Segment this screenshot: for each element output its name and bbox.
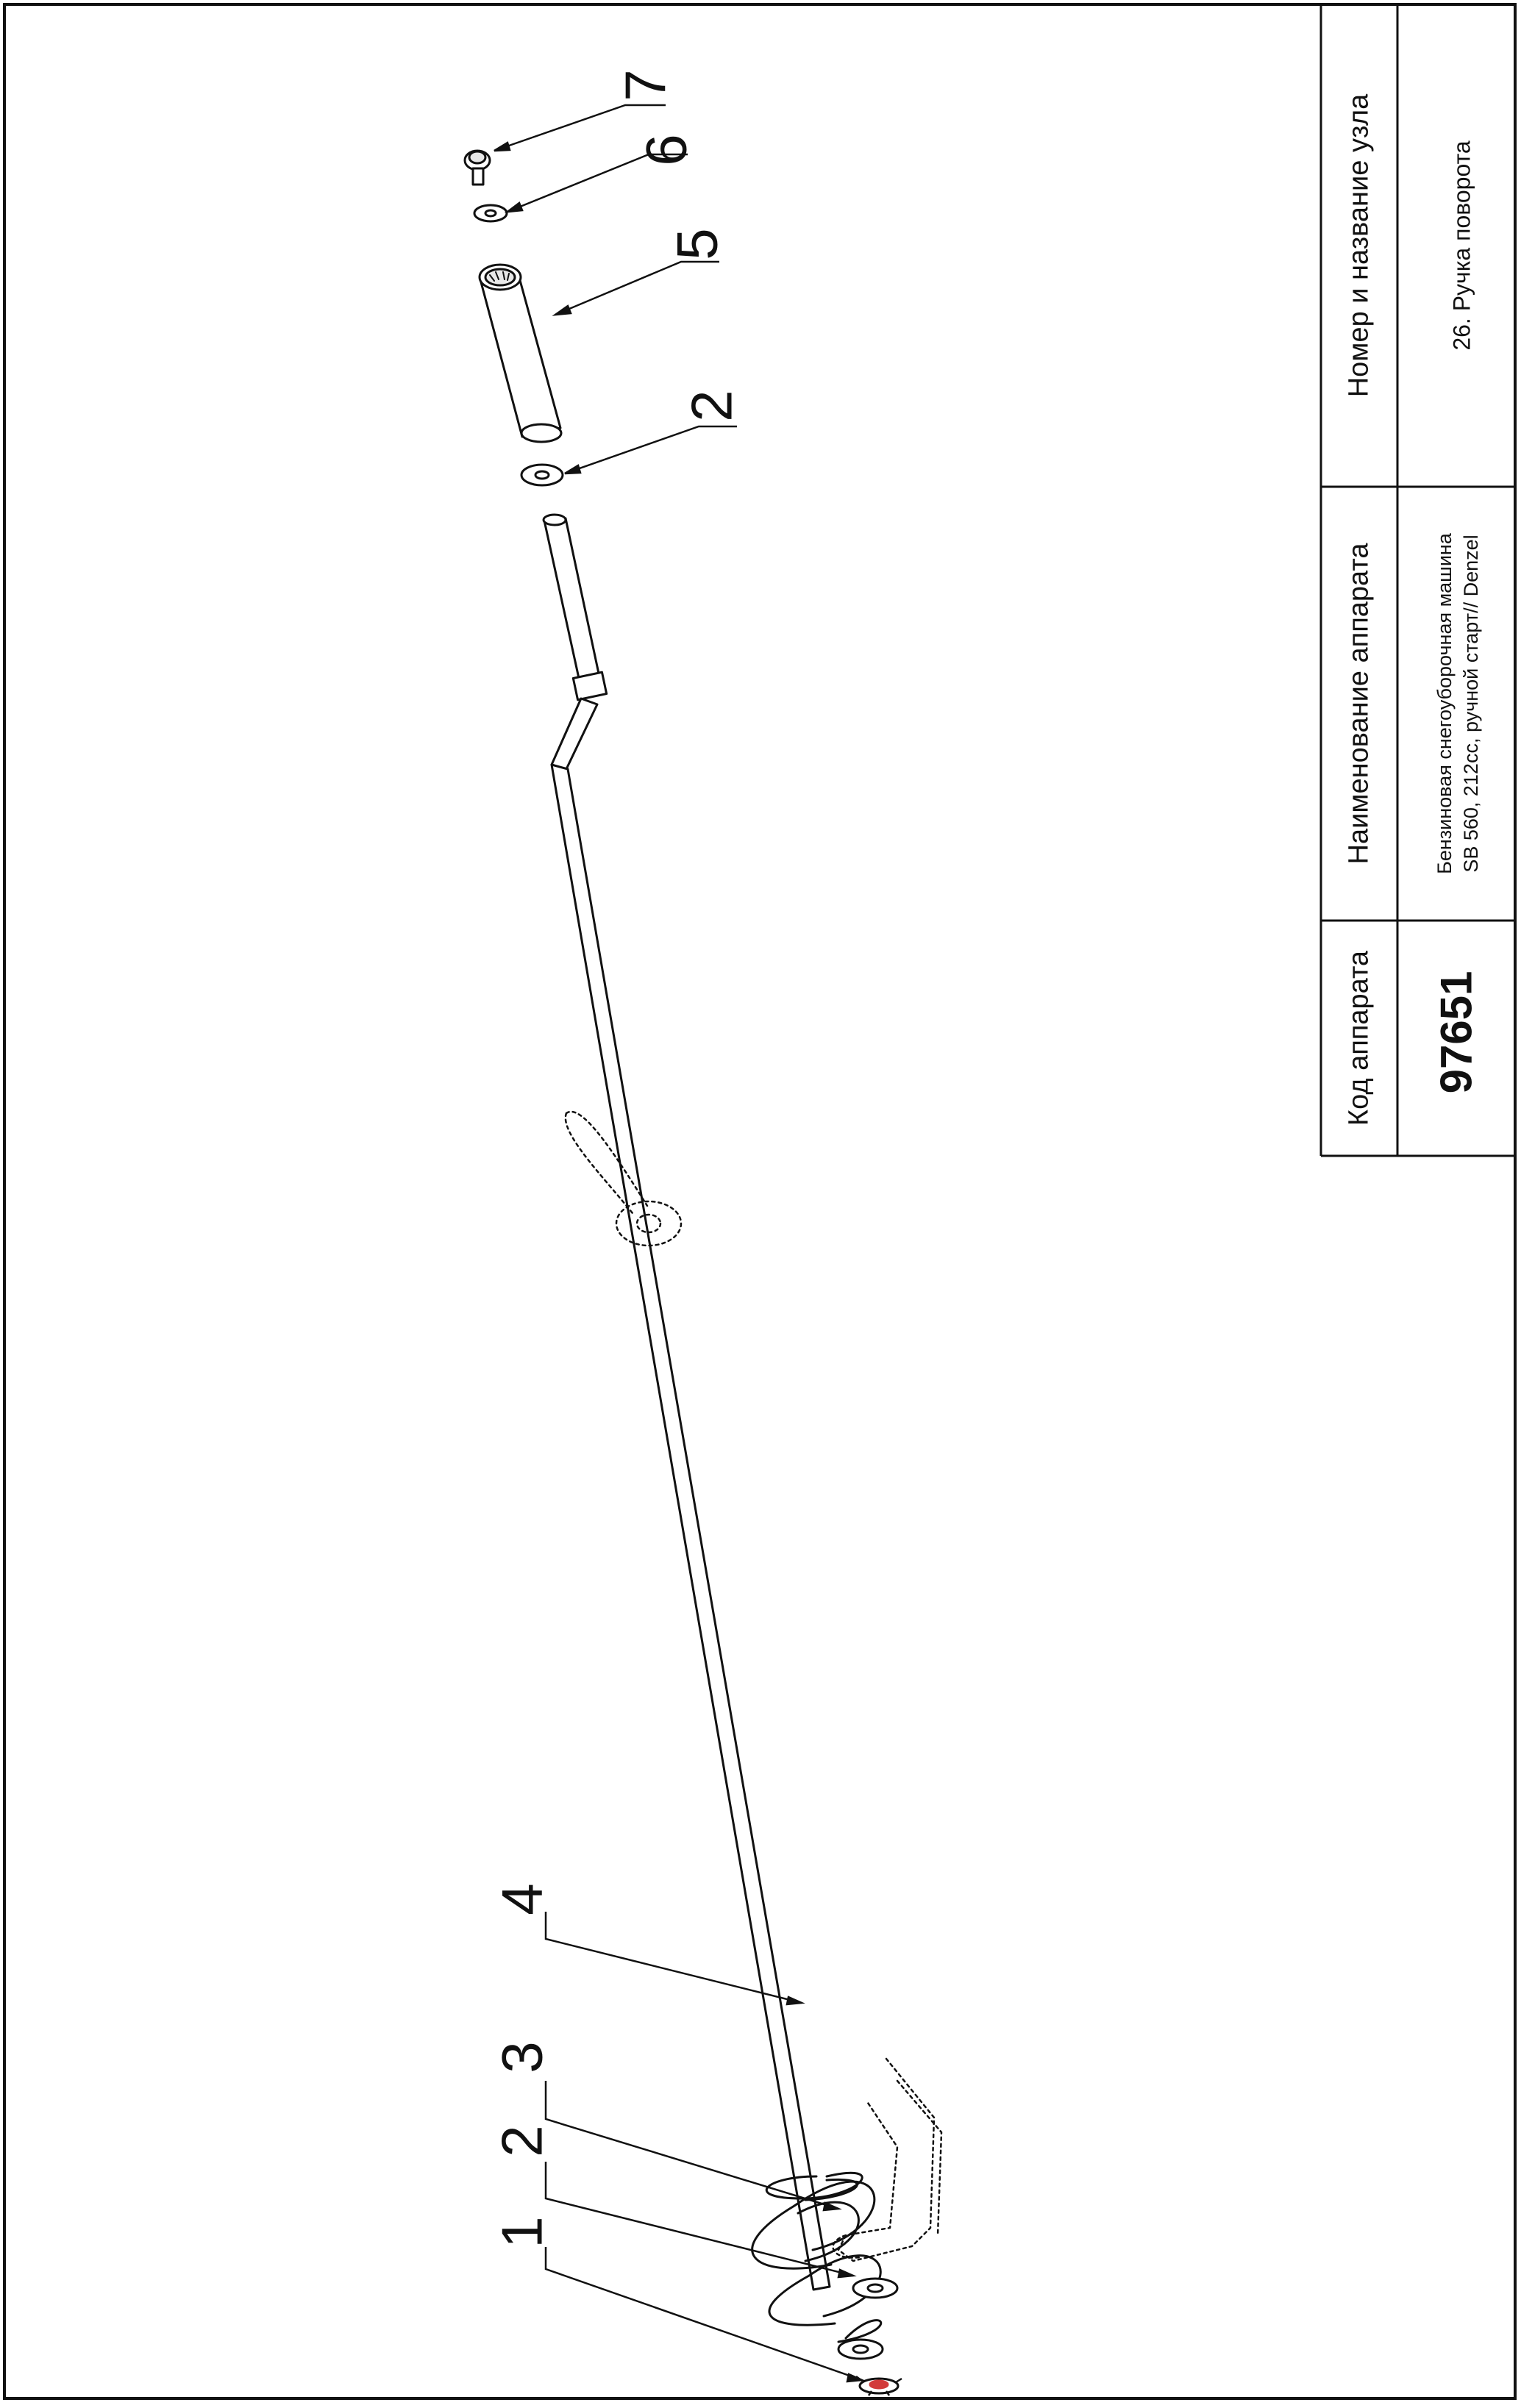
part-7-bolt xyxy=(465,151,490,185)
part-2-lower-washer-main xyxy=(853,2279,897,2298)
unit-name: 26. Ручка поворота xyxy=(1448,140,1475,351)
callout-3: 3 xyxy=(489,2041,555,2073)
unit-header: Номер и название узла xyxy=(1343,93,1375,398)
callout-5: 5 xyxy=(664,228,730,260)
device-name xyxy=(1431,533,1484,874)
callout-4: 4 xyxy=(489,1883,555,1915)
device-name-line1: Бензиновая снегоуборочная машина xyxy=(1433,533,1456,874)
part-5-handle-grip xyxy=(480,265,561,442)
sheet-border xyxy=(4,4,1515,2398)
code-header: Код аппарата xyxy=(1343,950,1375,1126)
device-header: Наименование аппарата xyxy=(1343,543,1375,865)
leader-lines xyxy=(494,105,862,2382)
device-code: 97651 xyxy=(1431,971,1481,1094)
callout-1: 1 xyxy=(489,2216,555,2248)
callout-7: 7 xyxy=(613,69,678,101)
part-1-nut xyxy=(856,2376,902,2396)
part-6-washer xyxy=(474,205,507,221)
callout-6: 6 xyxy=(633,134,699,166)
ghost-bracket-outline xyxy=(833,2059,941,2261)
device-name-line2: SB 560, 212cc, ручной старт// Denzel xyxy=(1460,535,1482,873)
part-2-upper-washer xyxy=(521,465,563,485)
part-3-washer xyxy=(838,2340,883,2359)
callout-2-upper: 2 xyxy=(679,390,744,422)
callout-2-lower: 2 xyxy=(489,2125,555,2157)
part-4-rod xyxy=(544,515,881,2342)
